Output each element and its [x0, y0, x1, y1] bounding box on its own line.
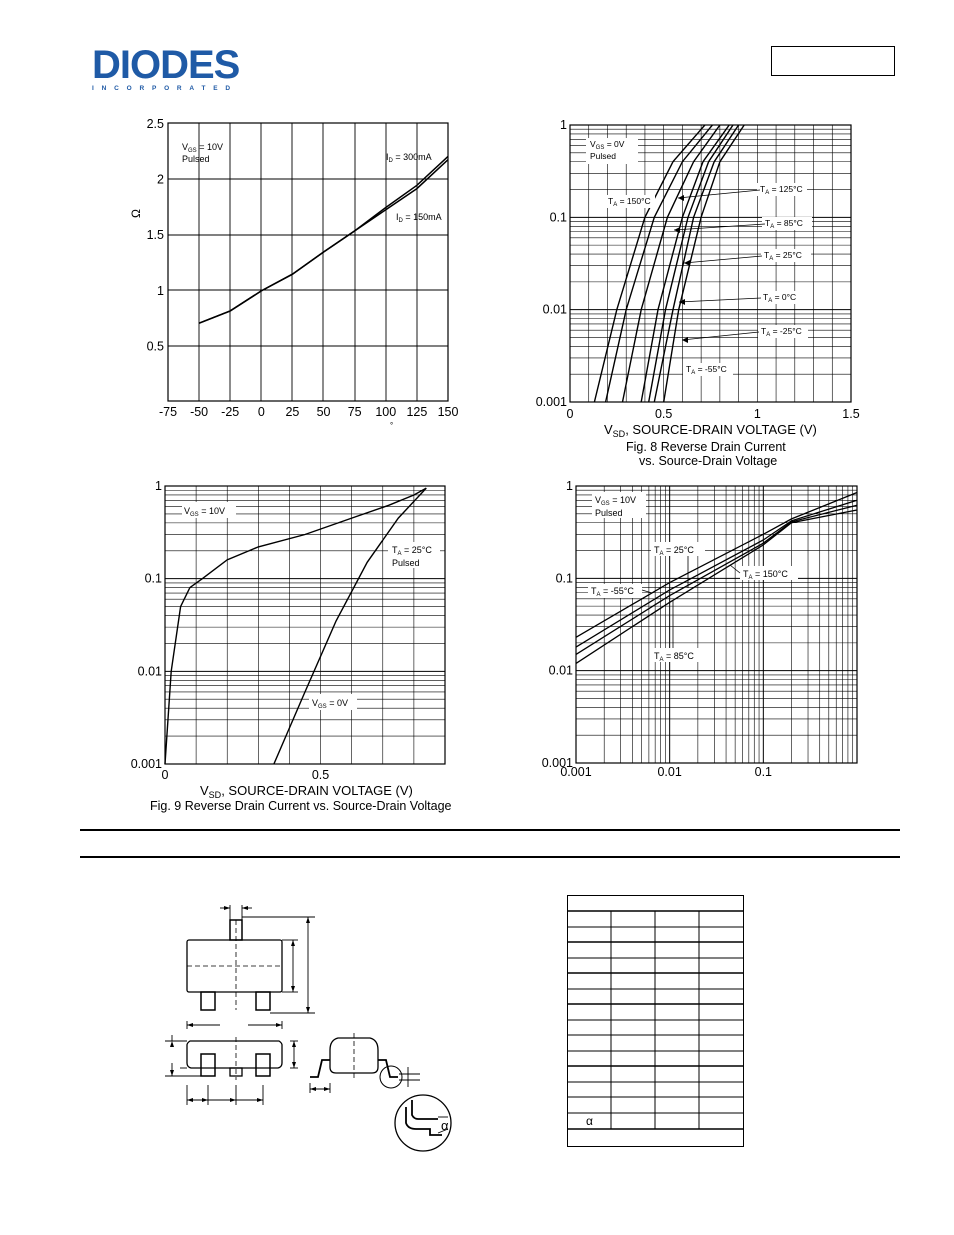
- chart-fig9-reverse-drain: [120, 480, 480, 820]
- fig9-caption: Fig. 9 Reverse Drain Current vs. Source-Drain Voltage: [150, 799, 452, 813]
- fig10-y-tick: 1: [566, 480, 573, 493]
- fig9-ann-ta: = 25°C: [401, 545, 432, 555]
- fig8-temp-label: $T_A = 85^\circ C$: [765, 218, 803, 230]
- fig9-ann-vgs10: = 10V: [198, 506, 225, 516]
- fig8-xlabel: V: [604, 422, 613, 437]
- fig8-x-tick: 1.5: [842, 407, 860, 421]
- logo-text: DIODES: [92, 43, 240, 87]
- fig6-series-line: [199, 160, 448, 324]
- fig6-x-tick: 125: [406, 405, 428, 419]
- fig6-ann-pulsed: Pulsed: [182, 154, 210, 164]
- fig6-x-tick: 75: [347, 405, 362, 419]
- svg-text:VSD, SOURCE-DRAIN VOLTAGE (V): $V_{SD}$, SOURCE-DRAIN VOLTAGE (V): [200, 783, 413, 800]
- fig9-ann-vgs0: = 0V: [326, 698, 348, 708]
- fig8-series-line: [606, 125, 713, 402]
- fig6-x-tick: 0: [257, 405, 265, 419]
- svg-text:VGS = 0V: $V_{GS} = 0V$: [590, 139, 625, 151]
- fig6-y-tick: 2.5: [146, 118, 164, 131]
- fig6-x-tick: -75: [158, 405, 178, 419]
- fig6-y-tick: 1.5: [146, 228, 164, 243]
- svg-text:ID = 300mA: $I_D = 300mA$: [386, 152, 432, 164]
- fig6-x-tick: 150: [437, 405, 459, 419]
- fig10-ann-pulsed: Pulsed: [595, 508, 623, 518]
- fig8-x-tick: 1: [753, 407, 761, 421]
- fig9-series-line: [165, 488, 426, 764]
- fig10-series-line: [576, 505, 857, 654]
- svg-text:TA = 150°C: $T_A = 150^\circ C$: [743, 569, 788, 581]
- company-logo: [92, 43, 267, 94]
- fig9-y-tick: 1: [155, 480, 162, 493]
- svg-text:TA = 25°C: $T_A = 25^\circ C$: [654, 545, 694, 557]
- fig8-temp-label: $T_A = -25^\circ C$: [761, 326, 802, 338]
- fig6-series-line: [199, 156, 448, 323]
- package-outline-drawing: [160, 895, 460, 1160]
- package-dimensions-table: [567, 895, 744, 1147]
- fig9-y-tick: 0.1: [144, 571, 162, 586]
- fig8-caption-1: Fig. 8 Reverse Drain Current: [626, 440, 786, 454]
- fig6-x-tick: 100: [375, 405, 397, 419]
- fig9-xlabel: V: [200, 783, 209, 798]
- outline-alpha: α: [441, 1118, 449, 1133]
- fig8-y-tick: 0.1: [549, 210, 567, 225]
- chart-fig6-on-resistance: [120, 118, 470, 433]
- fig8-temp-label: $T_A = 125^\circ C$: [760, 184, 803, 196]
- fig6-ann-id150: I: [396, 212, 399, 222]
- fig10-x-tick: 0.001: [560, 765, 592, 779]
- logo-subtext: INCORPORATED: [92, 85, 238, 92]
- part-number-box: [771, 46, 895, 76]
- fig9-x-tick: 0: [161, 768, 169, 782]
- fig10-x-tick: 0.1: [754, 765, 773, 779]
- chart-fig10: [530, 480, 870, 785]
- fig6-x-unit-fragment: °: [390, 421, 394, 430]
- fig8-caption-2: vs. Source-Drain Voltage: [639, 454, 778, 468]
- fig6-grid: [168, 123, 448, 401]
- svg-text:VSD, SOURCE-DRAIN VOLTAGE (V): $V_{SD}$, SOURCE-DRAIN VOLTAGE (V): [604, 422, 817, 439]
- table-alpha-cell: α: [586, 1114, 593, 1128]
- fig6-x-tick: 50: [316, 405, 331, 419]
- chart-fig8-reverse-drain: [528, 118, 868, 473]
- svg-text:TA = 85°C: $T_A = 85^\circ C$: [654, 651, 694, 663]
- fig9-x-tick: 0.5: [311, 768, 330, 782]
- fig9-grid: [165, 486, 445, 764]
- svg-text:ID = 150mA: $I_D = 150mA$: [396, 212, 442, 224]
- svg-text:TA = -55°C: $T_A = -55^\circ C$: [591, 586, 634, 598]
- fig8-x-tick: 0.5: [654, 407, 673, 421]
- fig10-y-tick: 0.01: [548, 663, 573, 678]
- fig9-y-tick: 0.01: [137, 664, 162, 679]
- fig8-temp-label: $T_A = 150^\circ C$: [608, 196, 651, 208]
- fig8-ann-vgs: V: [590, 139, 596, 149]
- fig8-temp-label: $T_A = 0^\circ C$: [763, 292, 797, 304]
- fig8-temp-label: $T_A = -55^\circ C$: [686, 364, 727, 376]
- fig8-y-tick: 0.001: [535, 395, 567, 409]
- fig10-grid: [576, 486, 857, 763]
- fig8-y-tick: 1: [560, 118, 567, 132]
- fig8-y-tick: 0.01: [542, 302, 567, 317]
- svg-text:VGS = 10V: $V_{GS} = 10V$: [184, 506, 225, 518]
- fig6-x-tick: -50: [190, 405, 209, 419]
- fig8-series-line: [654, 125, 738, 402]
- fig6-x-tick: -25: [221, 405, 240, 419]
- fig9-series-line: [274, 488, 426, 764]
- fig9-y-tick: 0.001: [130, 757, 162, 771]
- fig6-ann-vgs: V: [182, 142, 189, 152]
- svg-text:TA = 25°C: $T_A = 25^\circ C$: [392, 545, 432, 557]
- svg-text:VGS = 10V: $V_{GS} = 10V$: [595, 495, 636, 507]
- fig10-ann-150: = 150°C: [752, 569, 788, 579]
- fig10-ann-25: = 25°C: [663, 545, 694, 555]
- fig6-ann-id300: I: [386, 152, 389, 162]
- fig9-ann-pulsed: Pulsed: [392, 558, 420, 568]
- fig10-y-tick: 0.001: [541, 756, 573, 770]
- fig6-y-unit: Ω: [129, 209, 143, 218]
- section-divider-bottom: [80, 856, 900, 858]
- fig8-x-tick: 0: [566, 407, 574, 421]
- fig8-temp-label: $T_A = 25^\circ C$: [764, 250, 802, 262]
- fig10-ann-vgs: = 10V: [609, 495, 636, 505]
- fig6-y-tick: 1: [157, 283, 164, 298]
- section-divider-top: [80, 829, 900, 831]
- svg-text:VGS = 0V: $V_{GS} = 0V$: [312, 698, 348, 710]
- fig10-ann-85: = 85°C: [663, 651, 694, 661]
- fig10-ann-m55: = -55°C: [600, 586, 634, 596]
- fig10-x-tick: 0.01: [657, 765, 682, 779]
- fig8-ann-pulsed: Pulsed: [590, 151, 616, 161]
- svg-text:VGS = 10V: $V_{GS} = 10V$: [182, 142, 223, 154]
- fig8-series-line: [664, 125, 745, 402]
- fig6-y-tick: 0.5: [146, 339, 164, 354]
- fig6-y-tick: 2: [157, 172, 164, 187]
- fig8-grid: [570, 125, 851, 402]
- fig6-x-tick: 25: [285, 405, 300, 419]
- fig10-y-tick: 0.1: [555, 571, 573, 586]
